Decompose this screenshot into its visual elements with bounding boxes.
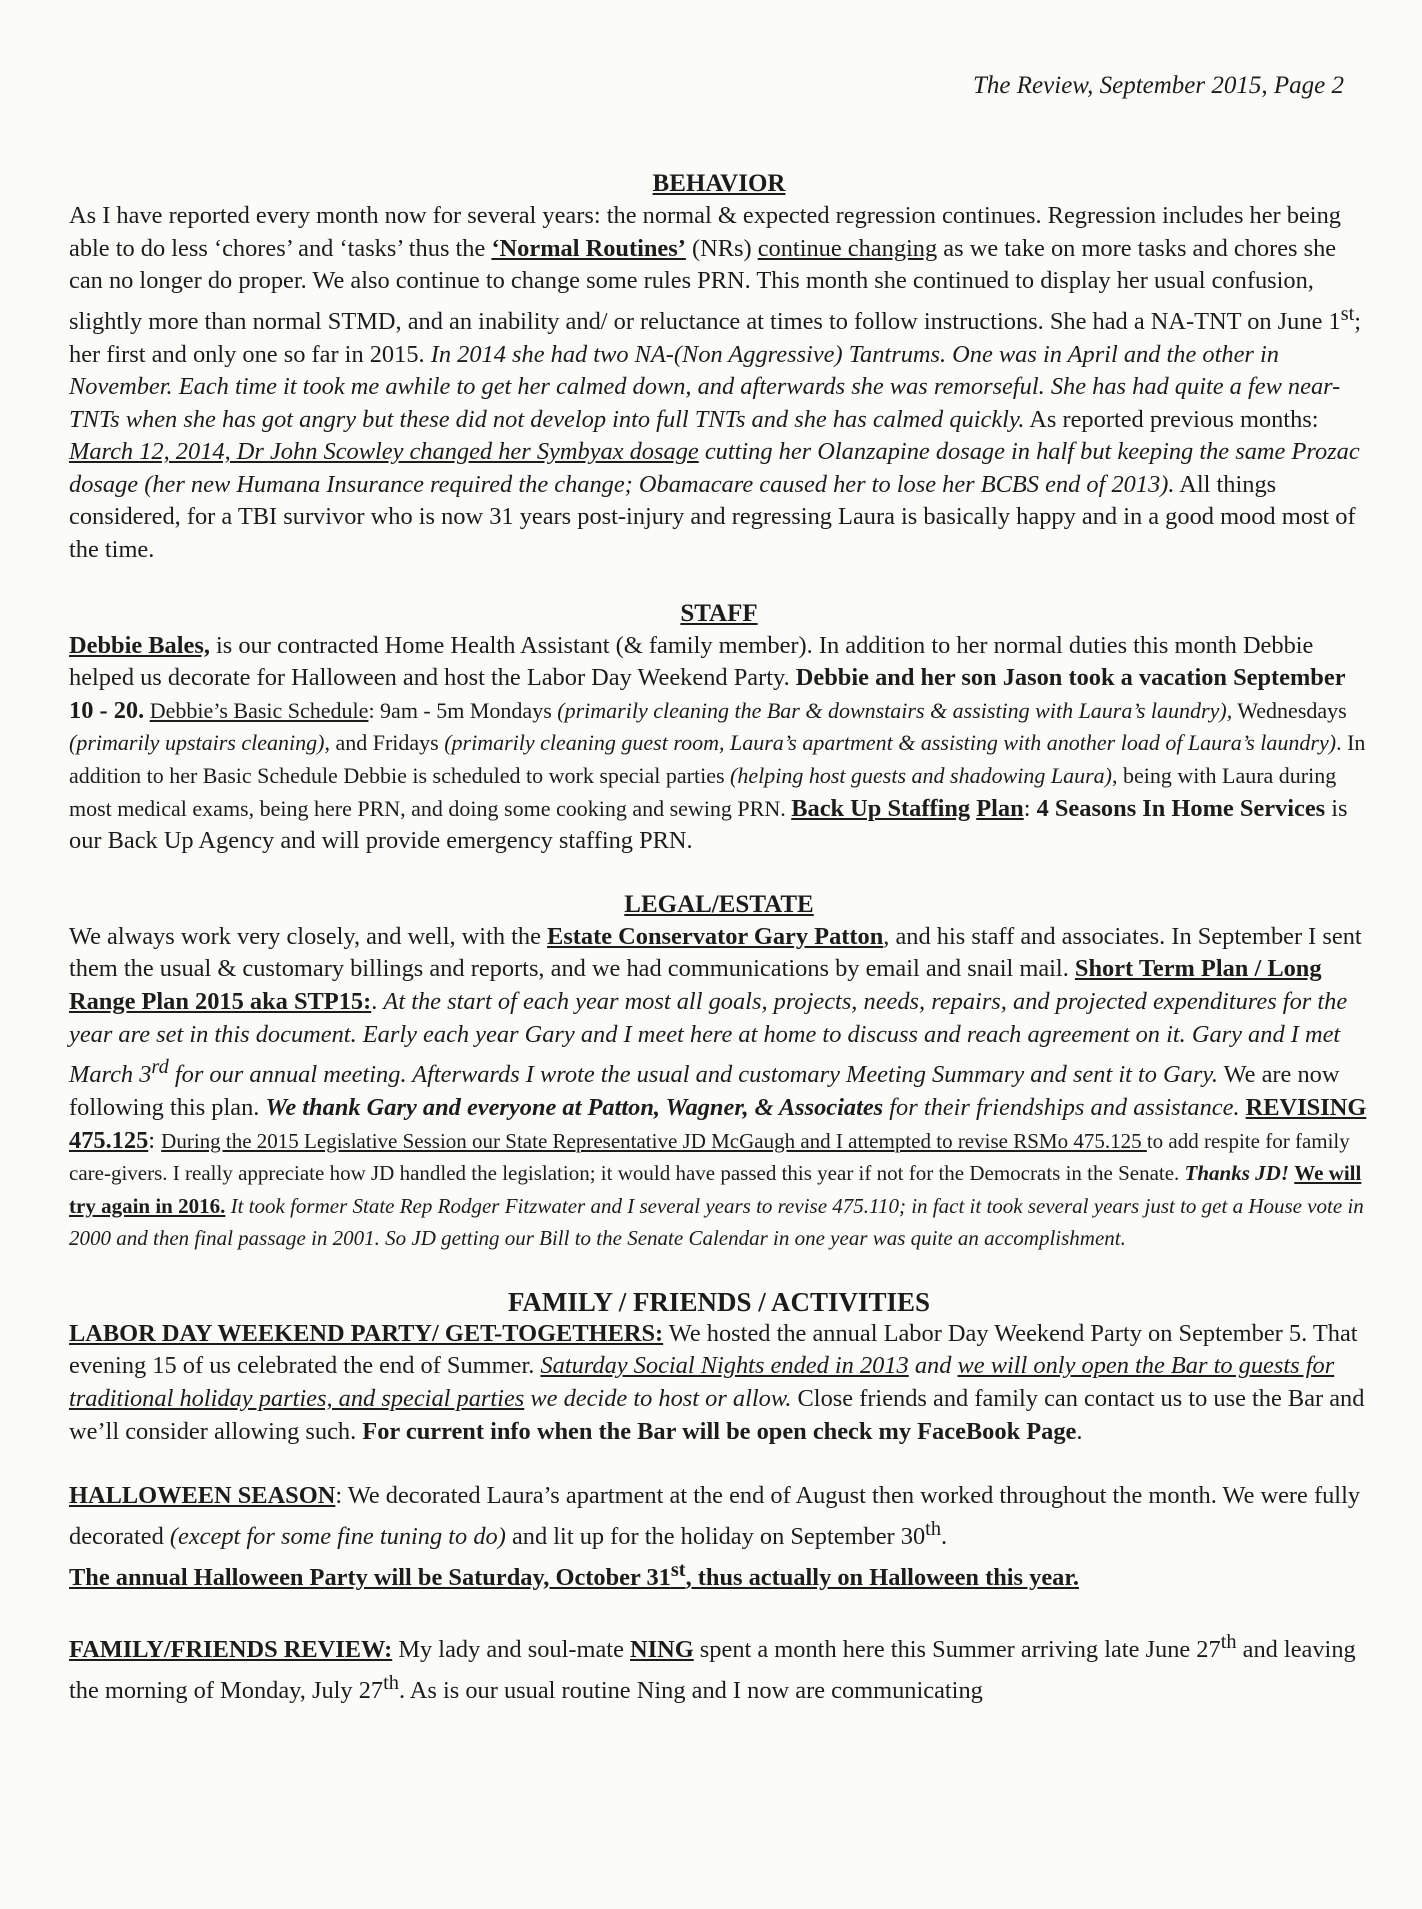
behavior-heading: BEHAVIOR bbox=[652, 170, 786, 197]
italic-text: (primarily cleaning guest room, Laura’s apartment & assisting with another load of Laura’s laundry) bbox=[444, 730, 1337, 756]
family-heading: FAMILY / FRIENDS / ACTIVITIES bbox=[507, 1286, 931, 1317]
italic-text: and bbox=[908, 1352, 958, 1380]
facebook-note: For current info when the Bar will be open check my FaceBook Page bbox=[362, 1417, 1077, 1445]
staff-heading: STAFF bbox=[680, 599, 758, 627]
halloween-party-note: , thus actually on Halloween this year. bbox=[685, 1563, 1080, 1591]
text: , being with Laura during most medical exams, being here PRN, and doing some cooking and sewing PRN. bbox=[69, 763, 1337, 821]
italic-text: (primarily cleaning the Bar & downstairs & assisting with Laura’s laundry) bbox=[557, 697, 1227, 723]
ning-name: NING bbox=[630, 1636, 694, 1664]
italic-text: for their friendships and assistance. bbox=[883, 1093, 1240, 1121]
text: : bbox=[1023, 794, 1037, 822]
legal-section bbox=[69, 889, 1369, 1255]
text: ; her first and only one so far in 2015. bbox=[69, 307, 1362, 368]
text: is our Back Up Agency and will provide emergency staffing PRN. bbox=[69, 794, 1348, 855]
text: . bbox=[371, 988, 384, 1015]
text: : We decorated Laura’s apartment at the end of August then worked throughout the month. We were fully decorated bbox=[69, 1482, 1361, 1550]
halloween-label: HALLOWEEN SEASON bbox=[69, 1482, 336, 1510]
text: We are now following this plan. bbox=[69, 1061, 1340, 1121]
text: spent a month here this Summer arriving late June 27 bbox=[693, 1636, 1221, 1664]
staff-section bbox=[69, 598, 1369, 858]
text: to add respite for family care-givers. I really appreciate how JD handled the legislation; it would have passed this year if not for the Democrats in the Senate. bbox=[69, 1128, 1350, 1186]
italic-text: At the start of each year most all goals, projects, needs, repairs, and projected expenditures for the year are set in this document. Early each year Gary and I meet here at home to discuss and reach agreement on it. Gary and I met March 3 bbox=[69, 988, 1348, 1089]
text: We hosted the annual Labor Day Weekend Party on September 5. That evening 15 of us celebrated the end of Summer. bbox=[69, 1319, 1358, 1380]
stp-label: Short Term Plan / Long Range Plan 2015 aka STP15: bbox=[69, 955, 1322, 1015]
text: Close friends and family can contact us to use the Bar and we’ll consider allowing such. bbox=[69, 1385, 1365, 1445]
italic-text: (primarily upstairs cleaning) bbox=[69, 730, 325, 756]
backup-agency-name: 4 Seasons In Home Services bbox=[1036, 794, 1326, 822]
text: , and his staff and associates. In September I sent them the usual & customary billings and reports, and we had communications by email and snail mail. bbox=[69, 922, 1362, 983]
labor-day-label: LABOR DAY WEEKEND PARTY/ GET-TOGETHERS: bbox=[69, 1319, 664, 1347]
text: is our contracted Home Health Assistant (& family member). In addition to her normal duties this month Debbie helped us decorate for Halloween and host the Labor Day Weekend Party. bbox=[69, 631, 1314, 692]
labor-day-paragraph bbox=[69, 1318, 1369, 1448]
thanks-text: We thank Gary and everyone at Patton, Wagner, & Associates bbox=[265, 1093, 884, 1121]
superscript: rd bbox=[151, 1056, 169, 1079]
continue-changing-text: continue changing bbox=[757, 234, 938, 262]
superscript: th bbox=[1220, 1631, 1237, 1654]
behavior-section bbox=[69, 168, 1369, 567]
text: My lady and soul-mate bbox=[392, 1636, 630, 1664]
text: As reported previous months: bbox=[1024, 405, 1319, 433]
behavior-paragraph bbox=[69, 200, 1369, 567]
statute-number: 475.125 bbox=[69, 1126, 149, 1154]
debbie-name: Debbie Bales, bbox=[69, 631, 210, 659]
italic-text: It took former State Rep Rodger Fitzwater and I several years to revise 475.110; in fact it took several years just to get a House vote in 2000 and then final passage in 2001. So JD getting our Bill to the Senate Calendar in one year was quite an accomplishment. bbox=[69, 1193, 1364, 1251]
staff-paragraph bbox=[69, 630, 1369, 858]
superscript: st bbox=[1340, 302, 1355, 325]
thanks-jd: Thanks JD! bbox=[1184, 1161, 1289, 1186]
italic-text: for our annual meeting. Afterwards I wrote the usual and customary Meeting Summary and sent it to Gary. bbox=[168, 1061, 1218, 1089]
italic-text: cutting her Olanzapine dosage in half but keeping the same Prozac dosage (her new Humana Insurance required the change; Obamacare caused her to lose her BCBS end of 2013). bbox=[69, 438, 1360, 498]
plan-label: Plan bbox=[976, 794, 1024, 822]
conservator-name: Estate Conservator Gary Patton bbox=[547, 922, 884, 950]
schedule-label: Debbie’s Basic Schedule bbox=[149, 697, 369, 723]
family-review-paragraph bbox=[69, 1626, 1369, 1707]
family-review-label: FAMILY/FRIENDS REVIEW: bbox=[69, 1636, 393, 1664]
text: . As is our usual routine Ning and I now are communicating bbox=[398, 1677, 983, 1705]
revising-label: REVISING bbox=[1245, 1093, 1367, 1121]
italic-text: we decide to host or allow. bbox=[524, 1385, 792, 1413]
text: : 9am - 5m Mondays bbox=[368, 697, 558, 723]
text: . bbox=[940, 1522, 948, 1550]
document-body bbox=[69, 168, 1369, 1708]
text: We always work very closely, and well, with the bbox=[69, 922, 548, 950]
text: . In addition to her Basic Schedule Debbie is scheduled to work special parties bbox=[69, 730, 1366, 789]
dosage-change-note: March 12, 2014, Dr John Scowley changed her Symbyax dosage bbox=[69, 438, 699, 466]
superscript: th bbox=[383, 1672, 399, 1694]
text: , Wednesdays bbox=[1226, 697, 1347, 723]
vacation-note: Debbie and her son Jason took a vacation September 10 - 20. bbox=[69, 664, 1346, 724]
text: (NRs) bbox=[685, 234, 758, 262]
text: : bbox=[148, 1126, 162, 1154]
italic-text: (except for some fine tuning to do) bbox=[169, 1522, 506, 1550]
italic-text: Saturday Social Nights ended in 2013 bbox=[540, 1352, 909, 1380]
text: All things considered, for a TBI survivor who is now 31 years post-injury and regressing Laura is basically happy and in a good mood most of the time. bbox=[69, 470, 1356, 564]
family-section bbox=[69, 1286, 1369, 1708]
text: , and Fridays bbox=[324, 730, 445, 756]
italic-text: In 2014 she had two NA-(Non Aggressive) Tantrums. One was in April and the other in November. Each time it took me awhile to get her calmed down, and afterwards she was remorseful. She has had quite a few near-TNTs when she has got angry but these did not develop into full TNTs and she has calmed quickly. bbox=[69, 340, 1341, 433]
try-again-note: We will try again in 2016. bbox=[69, 1161, 1362, 1218]
superscript: st bbox=[670, 1558, 686, 1581]
backup-staffing-label: Back Up Staffing bbox=[791, 794, 971, 822]
normal-routines-term: ‘Normal Routines’ bbox=[491, 234, 686, 262]
text: and leaving the morning of Monday, July 27 bbox=[69, 1636, 1356, 1705]
text: as we take on more tasks and chores she can no longer do proper. We also continue to change some rules PRN. This month she continued to display her usual confusion, slightly more than normal STMD, and an inability and/ or reluctance at times to follow instructions. She had a NA-TNT on June 1 bbox=[69, 234, 1341, 335]
superscript: th bbox=[925, 1517, 941, 1540]
legal-paragraph bbox=[69, 921, 1369, 1255]
halloween-party-note: The annual Halloween Party will be Saturday, October 31 bbox=[69, 1563, 671, 1591]
legislative-session-note: During the 2015 Legislative Session our State Representative JD McGaugh and I attempted to revise RSMo 475.125 bbox=[161, 1128, 1147, 1153]
halloween-paragraph bbox=[69, 1480, 1369, 1594]
page-header: The Review, September 2015, Page 2 bbox=[973, 72, 1344, 99]
text: . bbox=[1076, 1417, 1083, 1445]
text: and lit up for the holiday on September 30 bbox=[505, 1522, 926, 1550]
legal-heading: LEGAL/ESTATE bbox=[624, 890, 814, 918]
italic-text: we will only open the Bar to guests for traditional holiday parties, and special parties bbox=[69, 1352, 1335, 1413]
italic-text: (helping host guests and shadowing Laura) bbox=[730, 763, 1113, 789]
text: As I have reported every month now for several years: the normal & expected regression continues. Regression includes her being able to do less ‘chores’ and ‘tasks’ thus the bbox=[69, 202, 1341, 262]
